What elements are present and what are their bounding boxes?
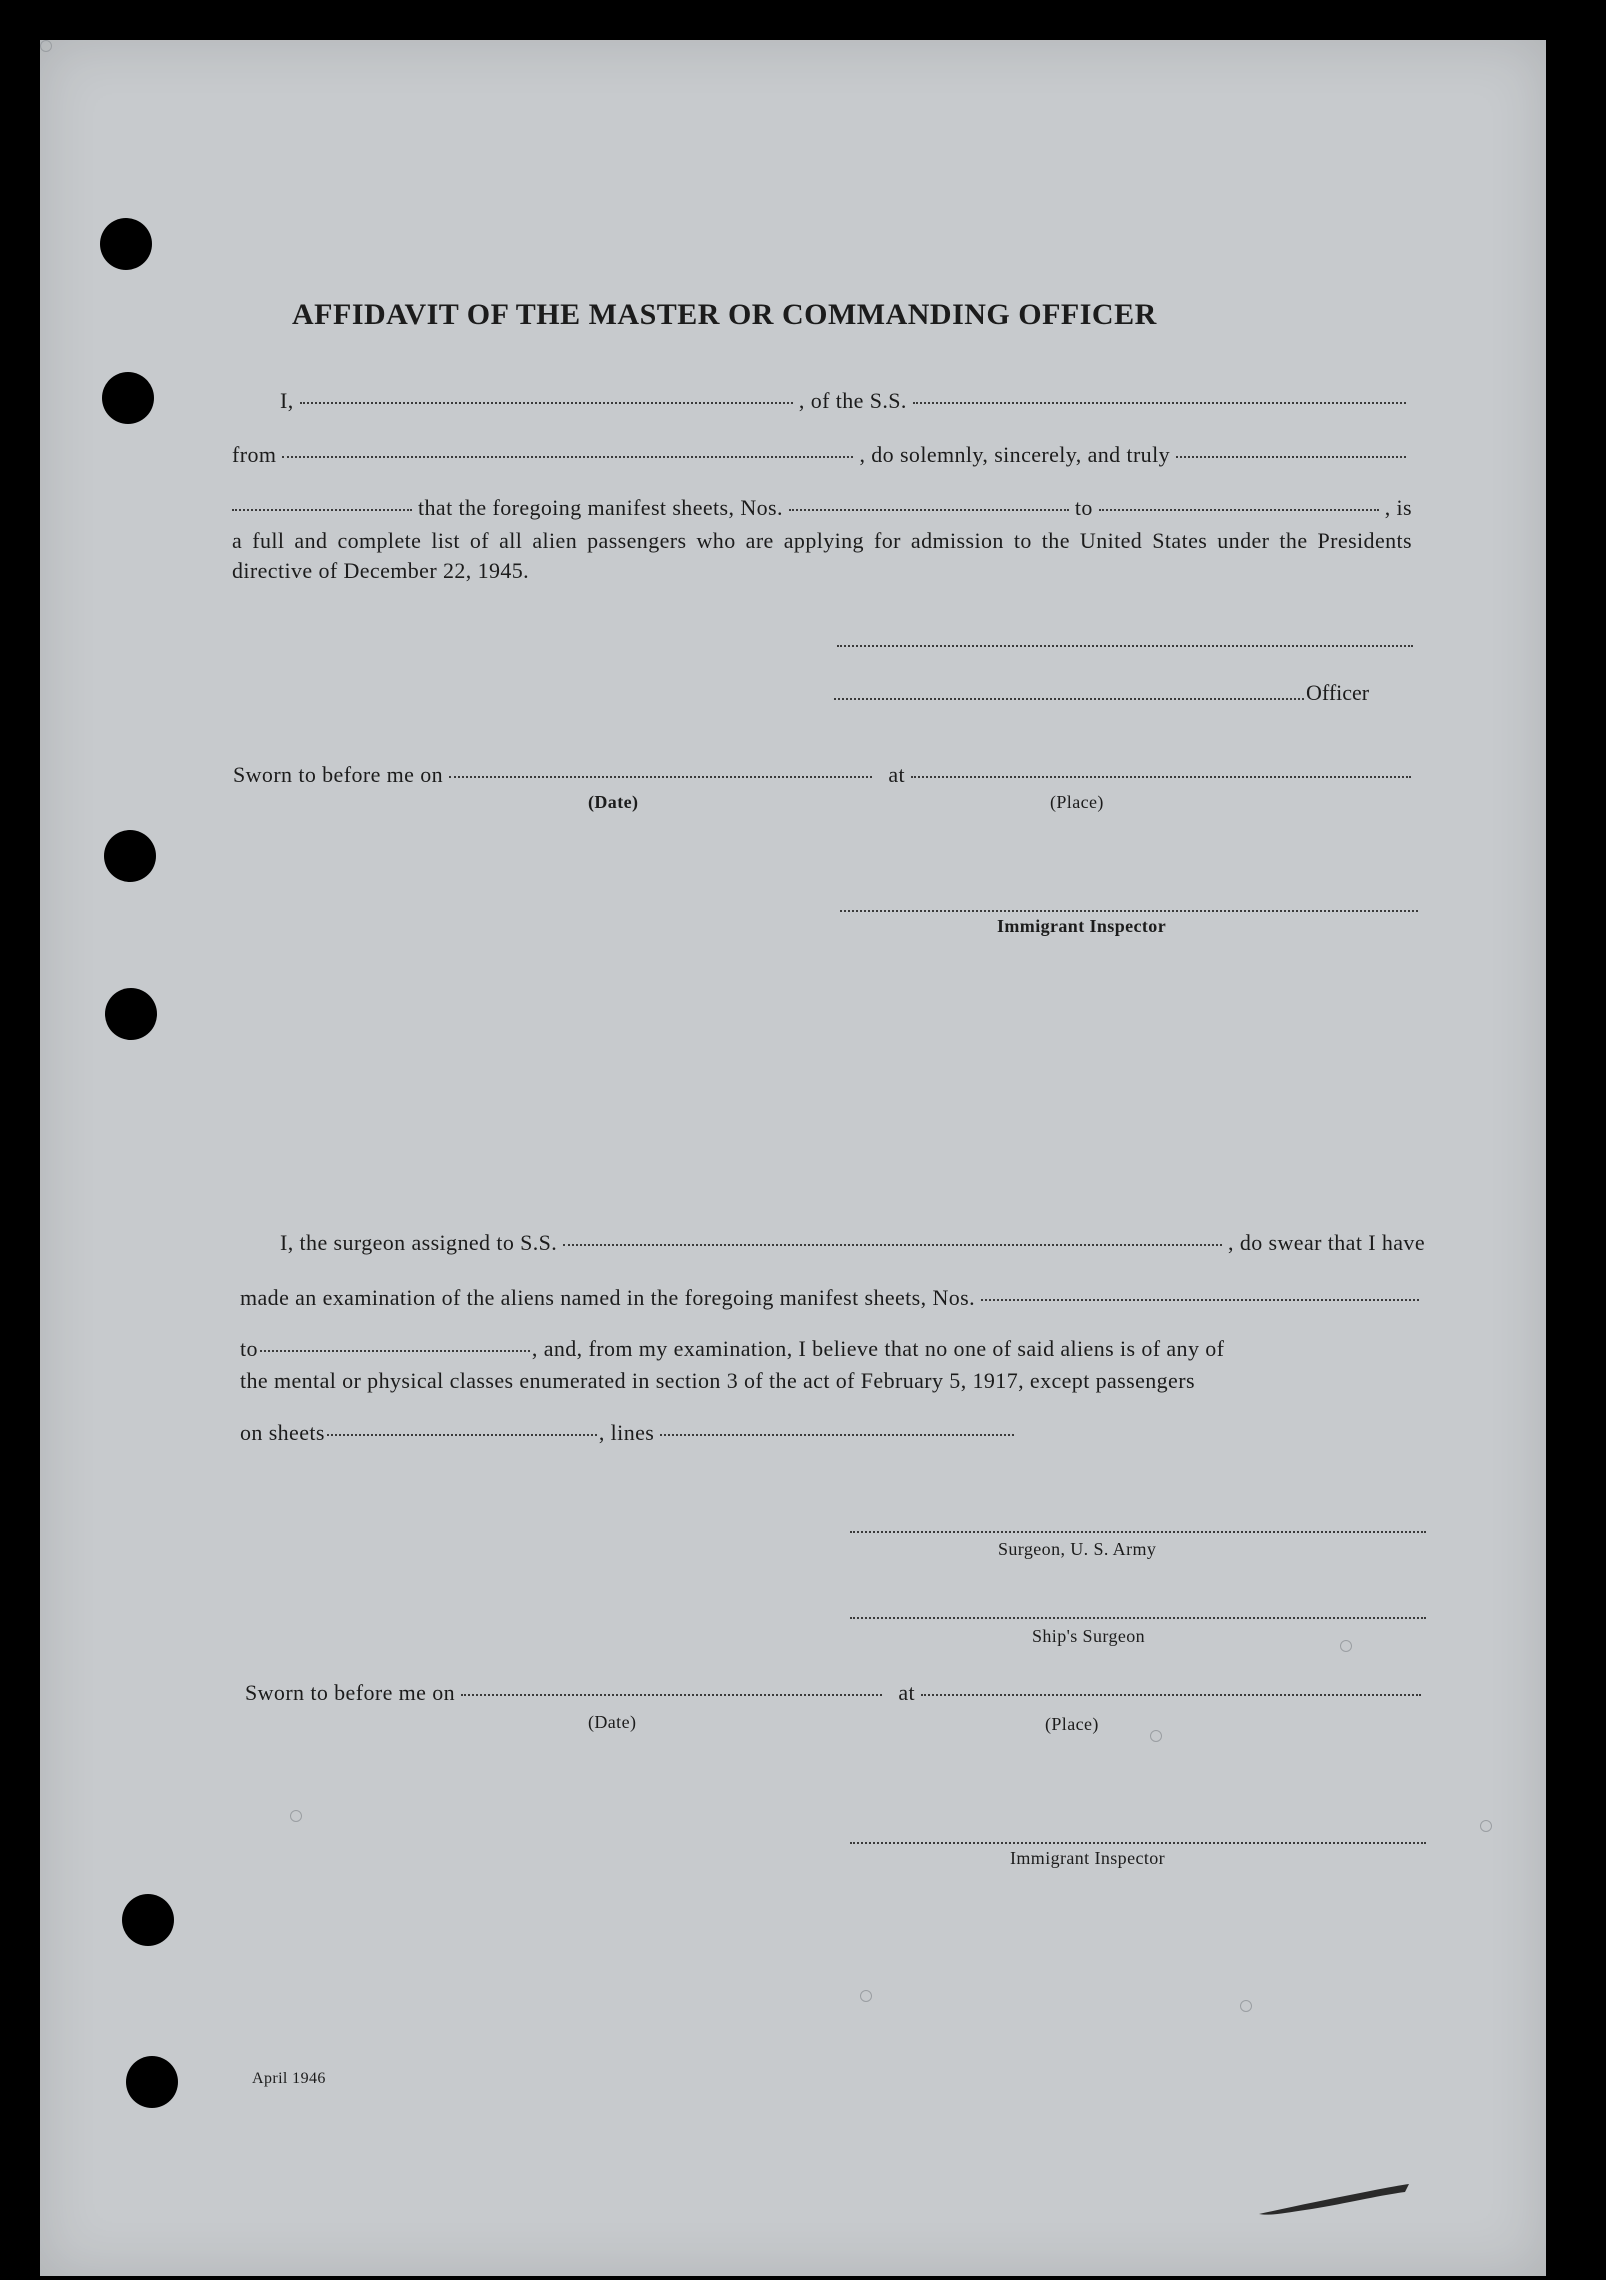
scan-speck [40,40,52,52]
ship-name-field[interactable] [913,402,1406,404]
master-line-1 [280,388,1412,414]
master-line-1-start: I, [280,388,294,413]
scan-speck [1480,1820,1492,1832]
scan-speck [1340,1640,1352,1652]
surgeon-line-5 [240,1420,1020,1446]
sworn-1-date-field[interactable] [449,776,872,778]
lines-field[interactable] [660,1434,1014,1436]
ink-smudge [1255,2180,1415,2220]
punch-hole [102,372,154,424]
master-line-2 [232,442,1412,468]
sworn-1-place-field[interactable] [911,776,1411,778]
page-title: AFFIDAVIT OF THE MASTER OR COMMANDING OFFICER [292,298,1157,331]
manifest-from-field[interactable] [789,509,1069,511]
surgeon-line-2 [240,1285,1425,1311]
sworn-2-date-field[interactable] [461,1694,882,1696]
oath-word-field-2[interactable] [232,509,412,511]
surgeon-manifest-to-field[interactable] [260,1350,530,1352]
oath-word-field[interactable] [1176,456,1406,458]
master-line-3 [232,495,1412,521]
master-line-2-mid: , do solemnly, sincerely, and truly [859,442,1170,467]
master-line-3-to: to [1074,495,1093,520]
sworn-1-place-caption: (Place) [1050,792,1104,812]
ship-surgeon-caption: Ship's Surgeon [1032,1626,1146,1646]
sworn-2-at: at [898,1680,915,1705]
master-line-1-mid: , of the S.S. [798,388,907,413]
master-name-field[interactable] [300,402,793,404]
sworn-2-prefix: Sworn to before me on [245,1680,456,1705]
officer-label: Officer [1306,680,1370,705]
sworn-line-1 [233,762,1417,788]
scan-speck [860,1990,872,2002]
sworn-2-place-field[interactable] [921,1694,1421,1696]
sheets-field[interactable] [327,1434,597,1436]
inspector-2-signature-line[interactable] [850,1842,1426,1844]
punch-hole [122,1894,174,1946]
punch-hole [104,830,156,882]
port-field[interactable] [282,456,853,458]
master-paragraph: a full and complete list of all alien passengers who are applying for admission to the United States under the Presidents directive of December 22, 1945. [232,528,1412,583]
sworn-1-prefix: Sworn to before me on [233,762,444,787]
surgeon-line-1 [280,1230,1425,1256]
inspector-1-caption: Immigrant Inspector [997,916,1167,936]
inspector-2-caption: Immigrant Inspector [1010,1848,1166,1868]
master-line-2-start: from [232,442,277,467]
inspector-1-signature-line[interactable] [840,910,1418,912]
surgeon-line-3-end: , and, from my examination, I believe that no one of said aliens is of any of [531,1336,1225,1361]
officer-signature-line-1[interactable] [837,645,1413,647]
surgeon-manifest-from-field[interactable] [981,1299,1419,1301]
sworn-2-date-caption: (Date) [588,1712,637,1732]
surgeon-line-5-mid: , lines [598,1420,655,1445]
surgeon-line-1-start: I, the surgeon assigned to S.S. [280,1230,558,1255]
surgeon-line-2-text: made an examination of the aliens named in the foregoing manifest sheets, Nos. [240,1285,975,1310]
surgeon-line-4-text: the mental or physical classes enumerated in section 3 of the act of February 5, 1917, except passengers [240,1368,1195,1393]
manifest-to-field[interactable] [1099,509,1379,511]
master-line-3-end: , is [1384,495,1413,520]
surgeon-line-4 [240,1368,1425,1394]
officer-signature-line-2[interactable] [834,698,1304,700]
surgeon-line-3 [240,1336,1425,1362]
ship-surgeon-signature-line[interactable] [850,1617,1426,1619]
document-page [40,40,1546,2276]
sworn-line-2 [245,1680,1427,1706]
punch-hole [126,2056,178,2108]
master-line-3-mid: that the foregoing manifest sheets, Nos. [418,495,783,520]
scan-speck [1150,1730,1162,1742]
surgeon-line-5-start: on sheets [240,1420,325,1445]
surgeon-line-3-start: to [240,1336,258,1361]
sworn-1-date-caption: (Date) [588,792,639,812]
army-surgeon-caption: Surgeon, U. S. Army [998,1539,1157,1559]
army-surgeon-signature-line[interactable] [850,1531,1426,1533]
scan-speck [1240,2000,1252,2012]
punch-hole [105,988,157,1040]
sworn-2-place-caption: (Place) [1045,1714,1099,1734]
punch-hole [100,218,152,270]
sworn-1-at: at [888,762,905,787]
form-date: April 1946 [252,2070,326,2087]
surgeon-line-1-end: , do swear that I have [1228,1230,1425,1255]
scan-speck [290,1810,302,1822]
surgeon-ship-field[interactable] [563,1244,1222,1246]
